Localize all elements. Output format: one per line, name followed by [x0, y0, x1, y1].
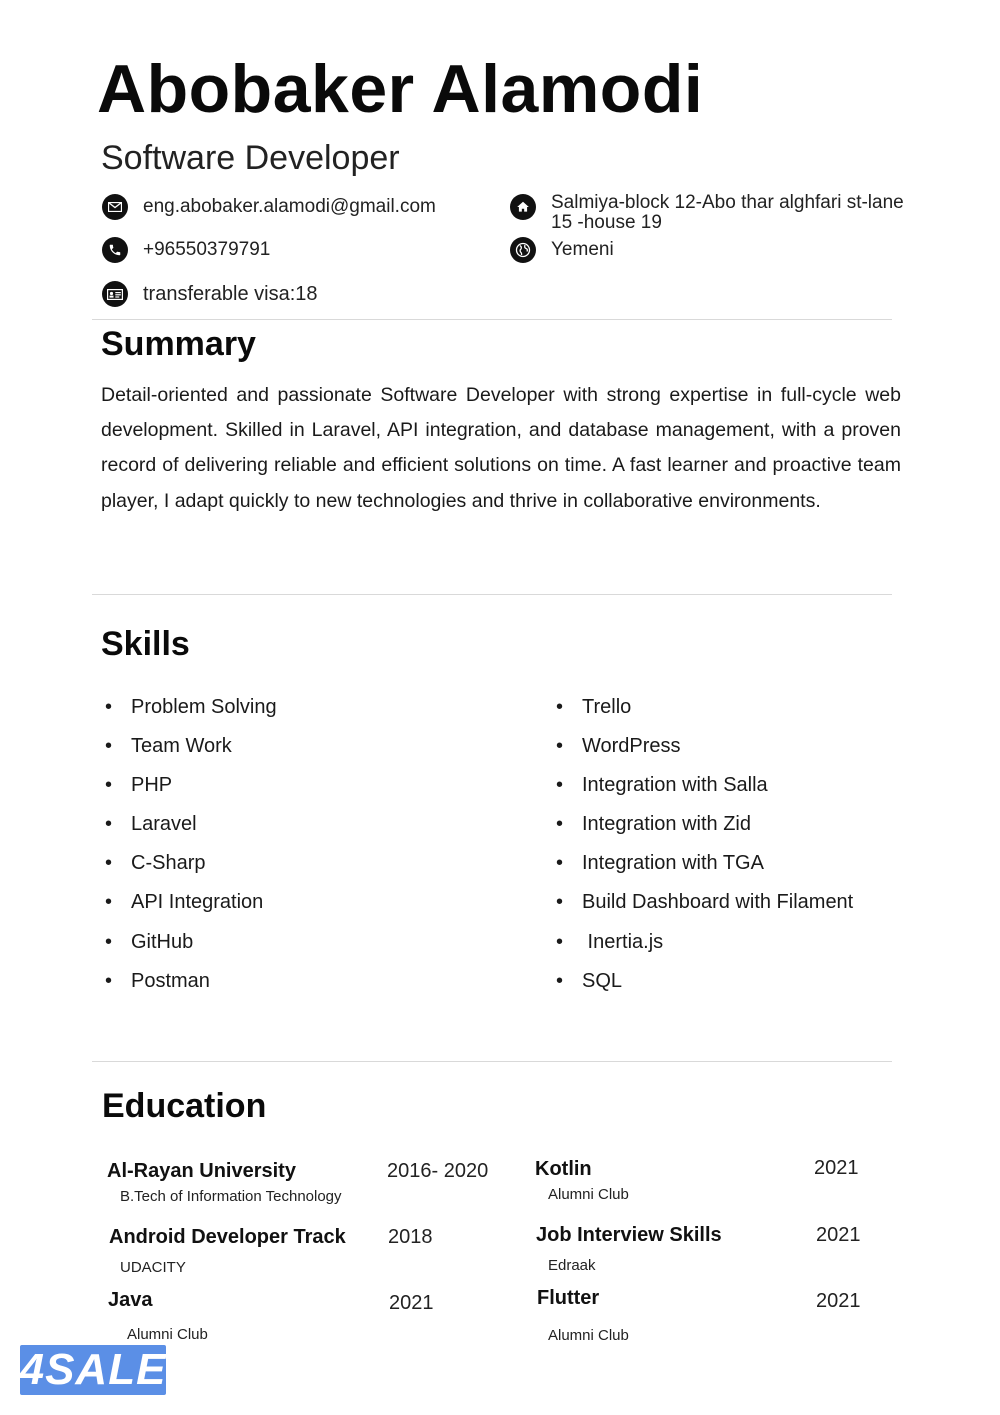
skill-item: • Trello [552, 688, 952, 727]
skill-item: • PHP [101, 766, 501, 805]
education-heading: Education [102, 1087, 267, 1125]
education-year: 2021 [814, 1157, 859, 1179]
education-year: 2016- 2020 [387, 1160, 489, 1182]
skill-item: • Build Dashboard with Filament [552, 883, 952, 922]
contact-phone[interactable]: +96550379791 [143, 239, 271, 260]
education-title: Android Developer Track [109, 1226, 346, 1248]
skill-item: • Postman [101, 962, 501, 1001]
skill-item: • GitHub [101, 923, 501, 962]
divider [92, 594, 892, 595]
education-year: 2021 [816, 1290, 861, 1312]
skill-item: • Problem Solving [101, 688, 501, 727]
education-title: Job Interview Skills [536, 1224, 722, 1246]
skill-item: • Team Work [101, 727, 501, 766]
education-title: Kotlin [535, 1158, 592, 1180]
skill-item: • Laravel [101, 805, 501, 844]
watermark-logo: 4SALE [19, 1345, 167, 1394]
contact-email[interactable]: eng.abobaker.alamodi@gmail.com [143, 196, 436, 217]
contact-address-line-1: Salmiya-block 12-Abo thar alghfari st-lane [551, 192, 904, 213]
education-subtitle: B.Tech of Information Technology [120, 1188, 342, 1205]
education-year: 2021 [389, 1292, 434, 1314]
education-subtitle: UDACITY [120, 1259, 186, 1276]
summary-text: Detail-oriented and passionate Software Developer with strong expertise in full-cycle web development. Skilled in Laravel, API integration, and database management, with a proven record of delivering reliable and efficient solutions on time. A fast learner and proactive team player, I adapt quickly to new technologies and thrive in collaborative environments. [101, 384, 901, 512]
divider [92, 319, 892, 320]
education-subtitle: Alumni Club [127, 1326, 208, 1343]
education-year: 2021 [816, 1224, 861, 1246]
education-title: Al-Rayan University [107, 1160, 296, 1182]
home-icon [510, 194, 536, 220]
summary-heading: Summary [101, 325, 256, 363]
education-title: Flutter [537, 1287, 600, 1309]
skills-list-left [101, 688, 501, 1001]
job-title: Software Developer [101, 139, 400, 177]
education-subtitle: Alumni Club [548, 1327, 629, 1344]
skill-item: • WordPress [552, 727, 952, 766]
skill-item: • Integration with Zid [552, 805, 952, 844]
globe-icon [510, 237, 536, 263]
contact-nationality: Yemeni [551, 239, 614, 260]
phone-icon [102, 237, 128, 263]
skills-list-right [552, 688, 952, 1001]
email-icon [102, 194, 128, 220]
education-subtitle: Edraak [548, 1257, 596, 1274]
skill-item: • SQL [552, 962, 952, 1001]
skill-item: • C-Sharp [101, 844, 501, 883]
skill-item: • API Integration [101, 883, 501, 922]
contact-address-line-2: 15 -house 19 [551, 212, 662, 233]
education-year: 2018 [388, 1226, 433, 1248]
divider [92, 1061, 892, 1062]
skill-item: • Inertia.js [552, 923, 952, 962]
resume-name: Abobaker Alamodi [97, 51, 704, 127]
skills-heading: Skills [101, 625, 190, 663]
skill-item: • Integration with Salla [552, 766, 952, 805]
education-title: Java [108, 1289, 153, 1311]
contact-visa: transferable visa:18 [143, 283, 318, 305]
skill-item: • Integration with TGA [552, 844, 952, 883]
id-card-icon [102, 281, 128, 307]
education-subtitle: Alumni Club [548, 1186, 629, 1203]
